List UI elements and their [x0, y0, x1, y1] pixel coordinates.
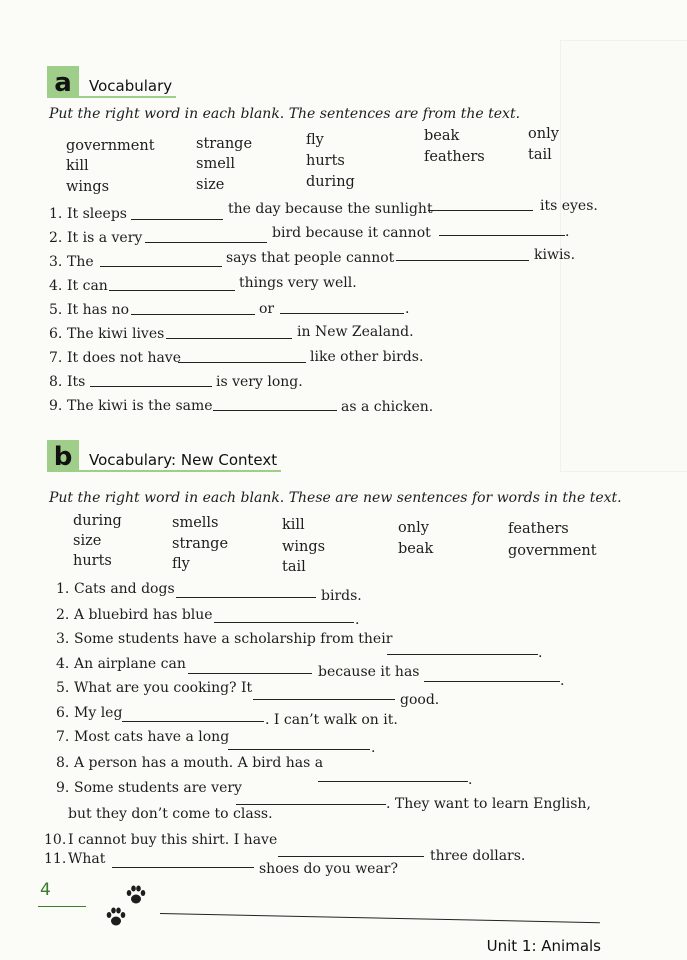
item-number: 7. [56, 729, 70, 745]
section-b-instruction: Put the right word in each blank. These are new sentences for words in the text. [49, 490, 622, 506]
word: fly [172, 556, 190, 572]
word: strange [196, 136, 253, 152]
item-text: It is a very [67, 230, 143, 246]
answer-blank[interactable] [278, 856, 424, 857]
word: wings [66, 179, 110, 195]
section-a-instruction: Put the right word in each blank. The sentences are from the text. [49, 106, 521, 122]
answer-blank[interactable] [439, 235, 565, 236]
section-a-letter: a [47, 66, 79, 98]
answer-blank[interactable] [428, 210, 533, 211]
answer-blank[interactable] [166, 338, 292, 339]
word: during [73, 513, 122, 529]
section-b-title: Vocabulary: New Context [79, 451, 281, 472]
page-number: 4 [40, 880, 51, 900]
word: hurts [73, 553, 112, 569]
item-text: What are you cooking? It [74, 680, 253, 696]
answer-blank[interactable] [131, 314, 255, 315]
word: feathers [424, 149, 485, 165]
item-number: 9. [56, 780, 70, 796]
item-text: My leg [74, 705, 123, 721]
item-number: 1. [49, 206, 63, 222]
section-b-header [47, 440, 281, 472]
item-text: is very long. [216, 374, 303, 390]
answer-blank[interactable] [424, 681, 560, 682]
word: size [73, 533, 102, 549]
item-text: It has no [67, 302, 130, 318]
word: tail [528, 147, 552, 163]
item-text: Some students have a scholarship from their [74, 631, 393, 647]
word: strange [172, 536, 229, 552]
item-text: Some students are very [74, 780, 242, 796]
item-text: bird because it cannot [272, 225, 431, 241]
answer-blank[interactable] [131, 219, 223, 220]
item-text: . [405, 301, 410, 317]
item-number: 2. [49, 230, 63, 246]
word: beak [424, 128, 460, 144]
item-text: shoes do you wear? [259, 861, 399, 877]
item-number: 8. [56, 755, 70, 771]
paw-icon [124, 884, 148, 906]
item-text: good. [400, 692, 440, 708]
item-text: . They want to learn English, [386, 796, 591, 812]
item-text: An airplane can [74, 656, 186, 672]
answer-blank[interactable] [188, 673, 312, 674]
item-number: 2. [56, 607, 70, 623]
item-text: The kiwi is the same [67, 398, 213, 414]
paw-icon [104, 906, 128, 928]
answer-blank[interactable] [122, 721, 264, 722]
item-text: . [468, 772, 473, 788]
item-text: birds. [321, 588, 362, 604]
word: beak [398, 541, 434, 557]
item-text: Cats and dogs [74, 581, 175, 597]
item-text: kiwis. [534, 247, 576, 263]
item-number: 10. [44, 832, 67, 848]
section-a-title: Vocabulary [79, 77, 176, 98]
item-text: Most cats have a long [74, 729, 230, 745]
item-number: 8. [49, 374, 63, 390]
item-number: 1. [56, 581, 70, 597]
item-text: three dollars. [430, 848, 526, 864]
word: only [398, 520, 429, 536]
item-number: 4. [56, 656, 70, 672]
answer-blank[interactable] [236, 804, 386, 805]
word: government [66, 138, 155, 154]
answer-blank[interactable] [280, 313, 404, 314]
item-text: It can [67, 278, 108, 294]
word: size [196, 177, 225, 193]
answer-blank[interactable] [178, 362, 306, 363]
word: government [508, 543, 597, 559]
item-text: Its [67, 374, 86, 390]
item-text: What [68, 851, 106, 867]
item-number: 5. [56, 680, 70, 696]
item-number: 6. [49, 326, 63, 342]
word: smells [172, 515, 219, 531]
answer-blank[interactable] [387, 654, 538, 655]
bleed-through-panel [560, 40, 687, 472]
answer-blank[interactable] [90, 386, 212, 387]
word: kill [282, 517, 305, 533]
item-text: as a chicken. [341, 399, 434, 415]
item-text: but they don’t come to class. [68, 806, 273, 822]
item-number: 7. [49, 350, 63, 366]
item-text: . I can’t walk on it. [265, 712, 398, 728]
item-text: The [67, 254, 94, 270]
answer-blank[interactable] [396, 260, 529, 261]
word: smell [196, 156, 236, 172]
item-number: 3. [56, 631, 70, 647]
word: wings [282, 539, 326, 555]
item-text: A bluebird has blue [74, 607, 213, 623]
item-text: The kiwi lives [67, 326, 165, 342]
page-number-rule [38, 906, 86, 907]
answer-blank[interactable] [176, 597, 316, 598]
item-number: 6. [56, 705, 70, 721]
item-text: because it has [318, 664, 420, 680]
item-text: . [371, 740, 376, 756]
unit-label: Unit 1: Animals [486, 937, 601, 955]
item-text: It sleeps [67, 206, 127, 222]
word: only [528, 126, 559, 142]
answer-blank[interactable] [112, 867, 254, 868]
answer-blank[interactable] [214, 622, 354, 623]
word: feathers [508, 521, 569, 537]
answer-blank[interactable] [145, 242, 267, 243]
item-text: . [355, 612, 360, 628]
item-number: 9. [49, 398, 63, 414]
item-text: . [560, 673, 565, 689]
item-text: things very well. [239, 275, 357, 291]
answer-blank[interactable] [100, 266, 222, 267]
item-text: . [538, 645, 543, 661]
item-text: says that people cannot [226, 250, 395, 266]
item-text: the day because the sunlight [228, 201, 433, 217]
item-number: 5. [49, 302, 63, 318]
word: tail [282, 559, 306, 575]
footer-rule [160, 913, 600, 923]
item-text: its eyes. [540, 198, 598, 214]
item-text: It does not have [67, 350, 181, 366]
word: during [306, 174, 355, 190]
item-text: I cannot buy this shirt. I have [68, 832, 278, 848]
item-text: A person has a mouth. A bird has a [74, 755, 324, 771]
answer-blank[interactable] [109, 290, 235, 291]
answer-blank[interactable] [318, 781, 468, 782]
word: fly [306, 132, 324, 148]
answer-blank[interactable] [253, 699, 395, 700]
section-b-letter: b [47, 440, 79, 472]
item-number: 11. [44, 851, 67, 867]
answer-blank[interactable] [213, 410, 337, 411]
word: kill [66, 158, 89, 174]
item-number: 3. [49, 254, 63, 270]
item-number: 4. [49, 278, 63, 294]
answer-blank[interactable] [228, 749, 370, 750]
word: hurts [306, 153, 345, 169]
item-text: . [565, 224, 570, 240]
section-a-header [47, 66, 176, 98]
item-text: or [259, 301, 275, 317]
item-text: like other birds. [310, 349, 424, 365]
item-text: in New Zealand. [297, 324, 414, 340]
